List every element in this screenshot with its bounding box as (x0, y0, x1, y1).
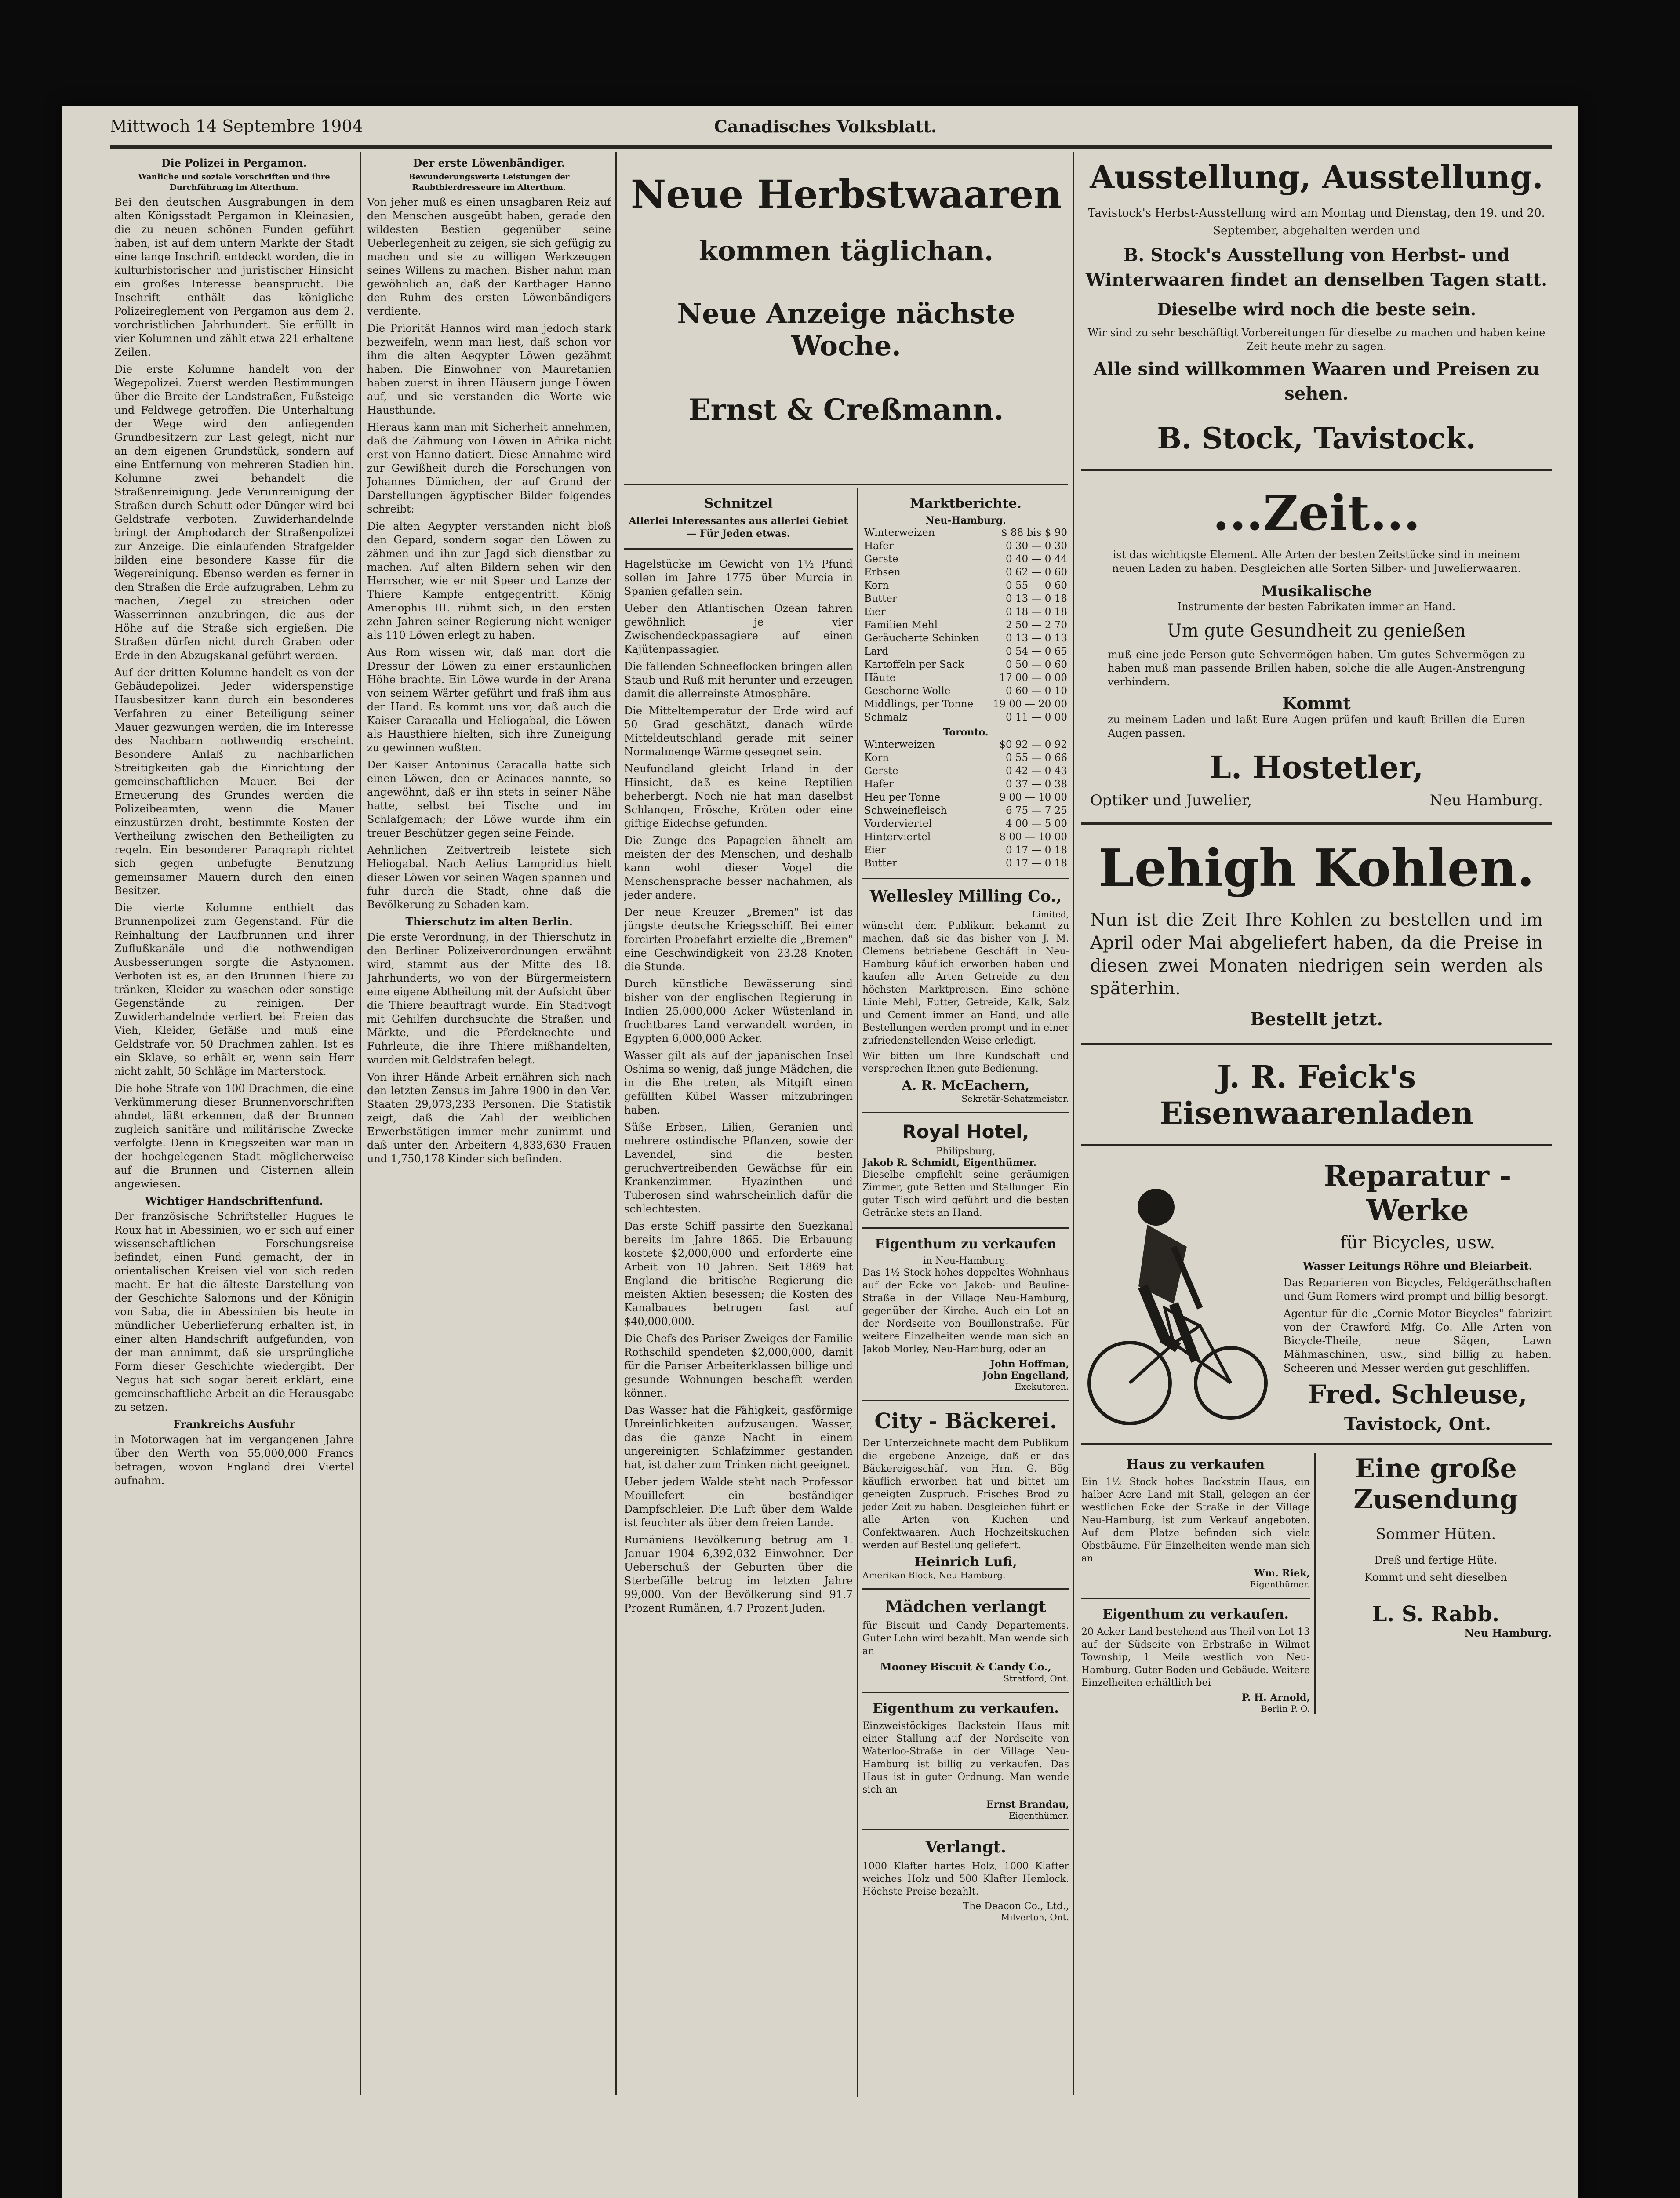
market-table (862, 526, 1069, 724)
market-item: Winterweizen (864, 527, 935, 539)
market-item: Eier (864, 844, 886, 856)
market-item: Vorderviertel (864, 818, 932, 830)
market-price: 0 40 — 0 44 (1005, 553, 1067, 565)
market-item: Gerste (864, 765, 898, 777)
market-price: $0 92 — 0 92 (999, 739, 1067, 750)
divider (1081, 1598, 1310, 1599)
market-price: 9 00 — 10 00 (999, 792, 1067, 803)
column-3 (624, 492, 853, 2092)
ad-body: Ein 1½ Stock hohes Backstein Haus, ein halber Acre Land mit Stall, gelegen an der westlichen Ecke der Straße in der Village Neu-Hamburg, ist zum Verkauf angeboten. Auf dem Platze befinden sich viele Obstbäume. Für Einzelheiten wende man sich an (1081, 1477, 1310, 1564)
market-row (862, 671, 1069, 684)
ad-subtitle: Sommer Hüten. (1375, 1525, 1496, 1543)
market-row (862, 764, 1069, 778)
article-paragraph: Der französische Schriftsteller Hugues le Roux hat in Abessinien, wo er sich auf einer wissenschaftlichen Forschungsreise befindet, einen Fund gemacht, der in orientalischen Kreisen viel von sich reden macht. Er hat die älteste Darstellung von der Geschichte Salomons und der Königin von Saba, die in Abessinien bis heute in mündlicher Ueberlieferung erhalten ist, in einer alten Handschrift aufgefunden, von der man annimmt, daß sie ursprüngliche Form dieser Geschichte wiedergibt. Der Negus hat sich sogar bereit erklärt, eine gemeinschaftliche Arbeit an die Herausgabe zu setzen. (114, 1210, 354, 1413)
market-row (862, 658, 1069, 671)
market-row (862, 857, 1069, 870)
ad-signature: L. Hostetler, (1209, 749, 1424, 786)
ad-headline: Lehigh Kohlen. (1098, 838, 1535, 898)
ad-body-bold: Um gute Gesundheit zu genießen (1167, 621, 1466, 641)
ad-signature-role: Milverton, Ont. (1000, 1912, 1069, 1922)
ad-signature-place: Neu Hamburg. (1429, 792, 1543, 809)
market-row (862, 645, 1069, 658)
market-price: 0 55 — 0 60 (1005, 580, 1067, 591)
ad-notice: Neue Anzeige nächste Woche. (677, 298, 1015, 362)
article-paragraph: Auf der dritten Kolumne handelt es von der Gebäudepolizei. Jeder widerspenstige Hausbesitzer kann durch ein besonderes Verfahren zu einer Beteiligung seiner Mauer gezwungen werden, die im Interesse des Nachbarn nothwendig erscheint. Besondere Anlaß zu nachbarlichen Streitigkeiten gab die Einrichtung der gemeinschaftlichen Mauer. Bei der Erneuerung des Grundes werden die Polizeibeamten, wenn die Mauer einzustürzen droht, bestimmte Kosten der Vertheilung zwischen den Betheiligten zu regeln. Ein besonderer Paragraph richtet sich gegen unbefugte Benutzung gemeinsamer Mauern durch den einen Besitzer. (114, 666, 354, 897)
market-row (862, 711, 1069, 724)
ad-headline: Ausstellung, Ausstellung. (1090, 158, 1543, 196)
market-price: 0 18 — 0 18 (1005, 606, 1067, 618)
column-5 (1081, 154, 1552, 2088)
market-price: 0 62 — 0 60 (1005, 567, 1067, 578)
ad-headline: Neue Herbstwaaren (630, 171, 1062, 217)
column-4 (862, 492, 1069, 2092)
ad-body: Kommt und seht dieselben (1364, 1571, 1507, 1583)
ad-body-bold: Bestellt jetzt. (1250, 1009, 1383, 1030)
snippet: Durch künstliche Bewässerung sind bisher von der englischen Regierung in Indien 25,000,000 Acker Wüstenland in fruchtbares Land verwandelt worden, in Egypten 6,000,000 Acker. (624, 978, 853, 1044)
market-table (862, 738, 1069, 870)
market-price: 19 00 — 20 00 (993, 699, 1067, 710)
market-item: Korn (864, 580, 889, 591)
article-paragraph: in Motorwagen hat im vergangenen Jahre über den Werth von 55,000,000 Francs betragen, wovon England drei Viertel aufnahm. (114, 1434, 354, 1487)
ad-title: Wellesley Milling Co., (869, 887, 1062, 906)
market-item: Eier (864, 606, 886, 618)
market-price: 0 13 — 0 18 (1005, 593, 1067, 604)
column-rule (857, 488, 858, 2097)
snippet: Neufundland gleicht Irland in der Hinsicht, daß es keine Reptilien beherbergt. Noch nie hat man daselbst Schlangen, Frösche, Kröten oder eine giftige Eidechse gefunden. (624, 763, 853, 830)
column-rule (615, 152, 617, 2095)
ad-body: ist das wichtigste Element. Alle Arten der besten Zeitstücke sind in meinem neuen Laden zu haben. Desgleichen alle Sorten Silber- und Juwelierwaaren. (1112, 549, 1521, 575)
ad-signature-place: Neu Hamburg. (1464, 1627, 1552, 1639)
article-title: Frankreichs Ausfuhr (173, 1418, 295, 1430)
market-row (862, 684, 1069, 698)
column-1 (114, 154, 354, 2088)
market-item: Geschorne Wolle (864, 685, 951, 697)
column-2 (367, 154, 611, 2088)
market-price: 0 55 — 0 66 (1005, 752, 1067, 764)
market-item: Lard (864, 646, 888, 657)
ad-body: Der Unterzeichnete macht dem Publikum die ergebene Anzeige, daß er das Bäckereigeschäft von Hrn. G. Bög käuflich erworben hat und bittet um geneigten Zuspruch. Frisches Brod zu jeder Zeit zu haben. Desgleichen führt er alle Arten von Kuchen und Confektwaaren. Auch Hochzeitskuchen werden auf Bestellung geliefert. (862, 1438, 1069, 1551)
snippet: Wasser gilt als auf der japanischen Insel Oshima so wenig, daß junge Mädchen, die in die Ehe treten, als Mitgift einen gefüllten Kübel Wasser mitzubringen haben. (624, 1049, 853, 1116)
market-price: 8 00 — 10 00 (999, 831, 1067, 843)
market-item: Middlings, per Tonne (864, 699, 974, 710)
ad-signature: B. Stock, Tavistock. (1157, 421, 1476, 455)
snippet: Hagelstücke im Gewicht von 1½ Pfund sollen im Jahre 1775 über Murcia in Spanien gefallen sein. (624, 558, 853, 597)
market-price: 2 50 — 2 70 (1005, 619, 1067, 631)
market-row (862, 539, 1069, 553)
ad-title: City - Bäckerei. (874, 1409, 1057, 1434)
market-price: 0 17 — 0 18 (1005, 844, 1067, 856)
ad-body: Wir sind zu sehr beschäftigt Vorbereitungen für dieselbe zu machen und haben keine Zeit heute mehr zu sagen. (1087, 327, 1545, 353)
ad-signature: P. H. Arnold, (1241, 1692, 1310, 1703)
ad-signature: Wm. Riek, (1254, 1568, 1310, 1579)
ad-title: Mädchen verlangt (885, 1598, 1046, 1616)
article-paragraph: Hieraus kann man mit Sicherheit annehmen, daß die Zähmung von Löwen in Afrika nicht erst von Hanno datiert. Diese Annahme wird zur Gewißheit durch die Forschungen von Johannes Dümichen, der auf Grund der Darstellungen ägyptischer Bilder folgendes schreibt: (367, 421, 611, 515)
article-paragraph: Aus Rom wissen wir, daß man dort die Dressur der Löwen zu einer erstaunlichen Höhe brachte. Ein Löwe wurde in der Arena von seinem Wärter geführt und fraß ihm aus der Hand. Es kommt uns vor, daß auch die Kaiser Caracalla und Heliogabal, die Löwen als Hausthiere hielten, sich ihre Zuneigung zu gewinnen wußten. (367, 646, 611, 754)
divider (862, 1112, 1069, 1113)
ad-title: Eigenthum zu verkaufen. (873, 1701, 1059, 1716)
market-price: 0 54 — 0 65 (1005, 646, 1067, 657)
bicycle-rider-icon (1086, 1159, 1270, 1431)
market-row (862, 566, 1069, 579)
market-row (862, 592, 1069, 605)
market-report-title: Marktberichte. (910, 496, 1022, 511)
article-title: Wichtiger Handschriftenfund. (145, 1194, 324, 1207)
ad-body-bold: Dieselbe wird noch die beste sein. (1157, 299, 1476, 319)
ad-body: Dreß und fertige Hüte. (1374, 1554, 1498, 1566)
market-price: 0 42 — 0 43 (1005, 765, 1067, 777)
market-location: Neu-Hamburg. (925, 515, 1006, 526)
ad-body: wünscht dem Publikum bekannt zu machen, daß sie das bisher von J. M. Clemens betriebene Geschäft in Neu-Hamburg käuflich erworben haben und kaufen alle Arten Getreide zu den höchsten Marktpreisen. Eine schöne Linie Mehl, Futter, Getreide, Kalk, Salz und Cement immer an Hand, und alle Bestellungen werden prompt und in einer zufriedenstellenden Weise erledigt. (862, 921, 1069, 1046)
market-price: 6 75 — 7 25 (1005, 805, 1067, 816)
market-price: 4 00 — 5 00 (1005, 818, 1067, 830)
ad-title: Verlangt. (925, 1838, 1006, 1856)
divider (862, 1829, 1069, 1830)
ad-body: Das 1½ Stock hohes doppeltes Wohnhaus auf der Ecke von Jakob- und Bauline-Straße in der Village Neu-Hamburg, gegenüber der Kirche. Auch ein Lot an der Nordseite von Bouillonstraße. Für weitere Einzelheiten wende man sich an Jakob Morley, Neu-Hamburg, oder an (862, 1267, 1069, 1355)
ad-body: 20 Acker Land bestehend aus Theil von Lot 13 auf der Südseite von Erbstraße in Wilmot Township, 1 Meile westlich von Neu-Hamburg. Guter Boden und Gebäude. Weitere Einzelheiten erhältlich bei (1081, 1627, 1310, 1689)
ad-signature: Mooney Biscuit & Candy Co., (880, 1660, 1051, 1673)
market-price: 17 00 — 0 00 (999, 672, 1067, 684)
divider (624, 548, 853, 550)
market-item: Geräucherte Schinken (864, 633, 979, 644)
bicycle-illustration (1081, 1159, 1275, 1434)
ad-signature: Heinrich Lufi, (914, 1554, 1017, 1570)
header-date: Mittwoch 14 Septembre 1904 (110, 116, 363, 136)
snippet: Die fallenden Schneeflocken bringen allen Staub und Ruß mit herunter und erzeugen damit die allerreinste Atmosphäre. (624, 660, 853, 700)
divider (862, 1227, 1069, 1229)
market-row (862, 778, 1069, 791)
ad-signature-place: Tavistock, Ont. (1344, 1414, 1491, 1434)
divider (862, 1588, 1069, 1590)
ad-title: Eigenthum zu verkaufen. (1102, 1607, 1289, 1622)
ad-body: Das Reparieren von Bicycles, Feldgeräthschaften und Gum Romers wird prompt und billig besorgt. (1284, 1277, 1552, 1303)
ad-subtitle: für Bicycles, usw. (1340, 1233, 1495, 1253)
snippet: Die Zunge des Papageien ähnelt am meisten der des Menschen, und deshalb kann wohl dieser Vogel die Menschensprache besser nachahmen, als jeder andere. (624, 834, 853, 901)
ad-signature-role: Amerikan Block, Neu-Hamburg. (862, 1570, 1006, 1580)
snippet: Ueber den Atlantischen Ozean fahren gewöhnlich je vier Zwischendeckpassagiere auf einen Kajütenpassagier. (624, 602, 853, 655)
market-item: Schweinefleisch (864, 805, 947, 816)
market-price: 0 11 — 0 00 (1005, 712, 1067, 723)
ad-body: für Biscuit und Candy Departements. Guter Lohn wird bezahlt. Man wende sich an (862, 1620, 1069, 1657)
market-item: Hafer (864, 779, 894, 790)
article-paragraph: Von ihrer Hände Arbeit ernähren sich nach den letzten Zensus im Jahre 1900 in den Ver. Staaten 29,073,233 Personen. Die Statistik zeigt, daß die Zahl der weiblichen Erwerbstätigen immer mehr zunimmt und daß unter den Arbeitern 4,833,630 Frauen und 1,750,178 Kinder sich befinden. (367, 1071, 611, 1165)
herbstwaaren-ad (624, 163, 1068, 479)
market-price: $ 88 bis $ 90 (1001, 527, 1067, 539)
ad-signature: John Hoffman, (990, 1358, 1069, 1370)
ad-body-bold: Musikalische (1261, 582, 1372, 600)
snippet: Rumäniens Bevölkerung betrug am 1. Januar 1904 6,392,032 Einwohner. Der Ueberschuß der Geburten über die Sterbefälle betrug im letzten Jahre 99,000. Von der Bevölkerung sind 91.7 Prozent Rumänen, 4.7 Prozent Juden. (624, 1534, 853, 1614)
article-paragraph: Die Priorität Hannos wird man jedoch stark bezweifeln, wenn man liest, daß schon vor ihm die alten Aegypter Löwen gezähmt haben. Die Einwohner von Mauretanien haben zuerst in ihren Häusern junge Löwen auf, und sie verstanden die Worte wie Hausthunde. (367, 322, 611, 416)
snippet: Das Wasser hat die Fähigkeit, gasförmige Unreinlichkeiten aufzusaugen. Wasser, das die ganze Nacht in einem ungereinigten Schlafzimmer gestanden hat, ist daher zum Trinken nicht geeignet. (624, 1404, 853, 1471)
market-row (862, 605, 1069, 619)
market-price: 0 37 — 0 38 (1005, 779, 1067, 790)
ad-signature: Fred. Schleuse, (1308, 1379, 1527, 1409)
snippet: Süße Erbsen, Lilien, Geranien und mehrere ostindische Pflanzen, sowie der Lavendel, sind die besten geruchvertreibenden Gewächse für ein Krankenzimmer. Hyazinthen und Tuberosen sind wahrscheinlich dafür die schlechtesten. (624, 1121, 853, 1215)
market-price: 0 17 — 0 18 (1005, 858, 1067, 869)
ad-title: Haus zu verkaufen (1126, 1457, 1265, 1472)
market-row (862, 738, 1069, 751)
page-header (110, 116, 1552, 143)
snippet: Der neue Kreuzer „Bremen" ist das jüngste deutsche Kriegsschiff. Bei einer forcirten Probefahrt erzielte die „Bremen" eine Geschwindigkeit von 23.28 Knoten die Stunde. (624, 906, 853, 973)
market-item: Erbsen (864, 567, 901, 578)
column-rule (1073, 152, 1074, 2095)
market-price: 0 60 — 0 10 (1005, 685, 1067, 697)
article-title: Die Polizei in Pergamon. (161, 156, 307, 169)
section-title: Schnitzel (704, 496, 773, 511)
article-subtitle: Wanliche und soziale Vorschriften und ihre Durchführung im Alterthum. (138, 172, 330, 192)
market-item: Häute (864, 672, 896, 684)
market-item: Korn (864, 752, 889, 764)
ad-headline: ...Zeit... (1212, 484, 1421, 541)
ad-signature-role: Optiker und Juwelier, (1090, 792, 1252, 809)
divider (862, 878, 1069, 879)
ad-signature-role: Berlin P. O. (1261, 1703, 1310, 1714)
divider (1081, 822, 1552, 825)
article-subtitle: Bewunderungswerte Leistungen der Raubthierdresseure im Alterthum. (408, 172, 570, 192)
ad-title: Eigenthum zu verkaufen (875, 1237, 1057, 1252)
ad-body: zu meinem Laden und laßt Eure Augen prüfen und kauft Brillen die Euren Augen passen. (1108, 713, 1525, 739)
article-paragraph: Die alten Aegypter verstanden nicht bloß den Gepard, sondern sogar den Löwen zu zähmen und ihn zur Jagd sich dienstbar zu machen. Auf alten Bildern sehen wir den Herrscher, wie er mit Speer und Lanze der Thiere Kampfe entgegentritt. König Amenophis III. rühmt sich, in den ersten zehn Jahren seiner Regierung nicht weniger als 110 Löwen erlegt zu haben. (367, 520, 611, 641)
ad-subtitle: Philipsburg, (936, 1146, 996, 1157)
market-item: Familien Mehl (864, 619, 938, 631)
market-price: 0 13 — 0 13 (1005, 633, 1067, 644)
market-row (862, 619, 1069, 632)
ad-body: 1000 Klafter hartes Holz, 1000 Klafter weiches Holz und 500 Klafter Hemlock. Höchste Preise bezahlt. (862, 1861, 1069, 1897)
ad-body-bold: Alle sind willkommen Waaren und Preisen zu sehen. (1093, 359, 1540, 404)
article-title: Der erste Löwenbändiger. (413, 156, 565, 169)
market-item: Butter (864, 858, 897, 869)
ad-owner: Jakob R. Schmidt, Eigenthümer. (862, 1157, 1037, 1168)
ad-subline: kommen täglichan. (698, 235, 994, 267)
article-paragraph: Der Kaiser Antoninus Caracalla hatte sich einen Löwen, den er Acinaces nannte, so angewöhnt, daß er ihn stets in seiner Nähe hatte, selbst bei Tische und im Schlafgemach; der Löwe wurde ihm ein treuer Beschützer gegen seine Feinde. (367, 759, 611, 839)
market-item: Hafer (864, 540, 894, 552)
market-item: Gerste (864, 553, 898, 565)
header-rule (110, 145, 1552, 149)
market-price: 0 50 — 0 60 (1005, 659, 1067, 670)
ad-body-bold: B. Stock's Ausstellung von Herbst- und Winterwaaren findet an denselben Tagen statt. (1085, 245, 1548, 290)
ad-headline: Eine große (1355, 1453, 1517, 1484)
ad-signature-role: Eigenthümer. (1250, 1579, 1310, 1590)
market-row (862, 791, 1069, 804)
market-row (862, 698, 1069, 711)
ad-body: Tavistock's Herbst-Ausstellung wird am Montag und Dienstag, den 19. und 20. September, abgehalten werden und (1088, 207, 1545, 237)
market-row (862, 804, 1069, 817)
market-row (862, 751, 1069, 764)
article-paragraph: Bei den deutschen Ausgrabungen in dem alten Königsstadt Pergamon in Kleinasien, die zu neuen schönen Funden geführt haben, ist auf dem untern Markte der Stadt eine lange Inschrift entdeckt worden, die in kulturhistorischer und juristischer Hinsicht ein großes Interesse beansprucht. Die Inschrift enthält das königliche Polizeireglement von Pergamon aus dem 2. vorchristlichen Jahrhundert. Sie erfüllt in vier Kolumnen und zählt etwa 221 erhaltene Zeilen. (114, 196, 354, 358)
article-paragraph: Aehnlichen Zeitvertreib leistete sich Heliogabal. Nach Aelius Lampridius hielt dieser Löwen vor seinen Wagen spannen und fuhr durch die Stadt, ohne daß die Bevölkerung zu Schaden kam. (367, 844, 611, 911)
ad-headline: Zusendung (1353, 1484, 1518, 1515)
ad-signature-role: Stratford, Ont. (1003, 1673, 1069, 1684)
ad-signature-role: Sekretär-Schatzmeister. (961, 1093, 1069, 1104)
market-item: Hinterviertel (864, 831, 931, 843)
ad-signature: John Engelland, (982, 1370, 1069, 1381)
ad-signature-role: Exekutoren. (1015, 1381, 1069, 1392)
ad-body: Wasser Leitungs Röhre und Bleiarbeit. (1303, 1259, 1532, 1272)
ad-headline: J. R. Feick's Eisenwaarenladen (1159, 1059, 1474, 1132)
market-row (862, 817, 1069, 830)
ad-title: Royal Hotel, (902, 1121, 1029, 1143)
market-item: Heu per Tonne (864, 792, 941, 803)
market-row (862, 553, 1069, 566)
market-item: Schmalz (864, 712, 908, 723)
market-location: Toronto. (943, 727, 989, 738)
market-price: 0 30 — 0 30 (1005, 540, 1067, 552)
ad-subtitle: Limited, (1032, 909, 1069, 920)
divider (1081, 1144, 1552, 1146)
snippet: Das erste Schiff passirte den Suezkanal bereits im Jahre 1865. Die Erbauung kostete $2,000,000 und erforderte eine Arbeit von 10 Jahren. Seit 1869 hat England die britische Regierung die meisten Aktien besessen; die Kosten des Kanalbaues betrugen fast auf $40,000,000. (624, 1220, 853, 1328)
ad-signature: L. S. Rabb. (1372, 1602, 1500, 1627)
article-paragraph: Die vierte Kolumne enthielt das Brunnenpolizei zum Gegenstand. Für die Reinhaltung der Laufbrunnen und ihrer Zuflußkanäle und die nothwendigen Ausbesserungen sorgte die Astynomen. Verboten ist es, an den Brunnen Thiere zu tränken, Kleider zu waschen oder sonstige Gegenstände zu reinigen. Der Zuwiderhandelnde verliert bei Freien das Vieh, Kleider, Gefäße und muß eine Geldstrafe von 50 Drachmen zahlen. Ist es ein Sklave, so erhält er, wenn sein Herr nicht zahlt, 50 Schläge im Marterstock. (114, 902, 354, 1077)
ad-body: muß eine jede Person gute Sehvermögen haben. Um gutes Sehvermögen zu haben muß man passende Brillen haben, solche die alle Augen-Anstrengung verhindern. (1108, 648, 1525, 688)
article-paragraph: Von jeher muß es einen unsagbaren Reiz auf den Menschen ausgeübt haben, gerade den wildesten Bestien gegenüber seine Ueberlegenheit zu zeigen, sie sich gefügig zu machen und sie zu willigen Werkzeugen seines Willens zu machen. Bisher nahm man gewöhnlich an, daß der Karthager Hanno den Ruhm des ersten Löwenbändigers verdiente. (367, 196, 611, 317)
article-paragraph: Die hohe Strafe von 100 Drachmen, die eine Verkümmerung dieser Brunnenvorschriften ahndet, läßt erkennen, daß der Brunnen zugleich sanitäre und militärische Zwecke verfolgte. Denn in Kriegszeiten war man in der hochgelegenen Stadt möglicherweise auf die Brunnen und Cisternen allein angewiesen. (114, 1082, 354, 1190)
ad-headline: Reparatur - Werke (1324, 1159, 1512, 1227)
ad-signature-role: Eigenthümer. (1009, 1810, 1069, 1821)
divider (1081, 1443, 1552, 1445)
market-row (862, 526, 1069, 539)
market-row (862, 830, 1069, 844)
market-item: Winterweizen (864, 739, 935, 750)
snippet: Ueber jedem Walde steht nach Professor Mouillefert ein beständiger Dampfschleier. Die Luft über dem Walde ist feuchter als über dem freien Lande. (624, 1476, 853, 1529)
article-paragraph: Die erste Kolumne handelt von der Wegepolizei. Zuerst werden Bestimmungen über die Breite der Landstraßen, Fußsteige und Feldwege getroffen. Die Unterhaltung der Wege wird den anliegenden Grundbesitzern zur Last gelegt, nicht nur an dem eigenen Grundstück, sondern auf eine Entfernung von mehreren Stadien hin. Kolumne zwei behandelt die Straßenreinigung. Jede Verunreinigung der Straßen durch Schutt oder Dünger wird bei Geldstrafe verboten. Zuwiderhandelnde bringt der Amphodarch der Straßenpolizei zur Anzeige. Die einlaufenden Strafgelder bilden eine besondere Kasse für die Wegereinigung. Ebenso werden es ferner in den Straßen die Erde aufzugraben, Lehm zu machen, Ziegel zu streichen oder Wasserrinnen anzubringen, die aus der Höhe auf die Straße sich ergießen. Die Straßen dürfen nicht durch Graben oder Erde in den Abzugskanal geführt werden. (114, 363, 354, 662)
article-paragraph: Die erste Verordnung, in der Thierschutz in den Berliner Polizeiverordnungen erwähnt wird, stammt aus der Mitte des 18. Jahrhunderts, wo von der Bürgermeistern eine eigene Abtheilung mit der Aufsicht über die Thiere beauftragt wurde. Ein Stadtvogt mit Gehilfen durchsuchte die Straßen und Märkte, und die Pferdeknechte und Fuhrleute, die ihre Thiere mißhandelten, wurden mit Geldstrafen belegt. (367, 931, 611, 1066)
ad-body: Agentur für die „Cornie Motor Bicycles" fabrizirt von der Crawford Mfg. Co. Alle Arten von Bicycle-Theile, neue Sägen, Lawn Mähmaschinen, usw., sind billig zu haben. Scheeren und Messer werden gut geschliffen. (1284, 1307, 1552, 1374)
market-row (862, 632, 1069, 645)
ad-body: Nun ist die Zeit Ihre Kohlen zu bestellen und im April oder Mai abgeliefert haben, da die Preise in diesen zwei Monaten niedrigen sein werden als späterhin. (1090, 910, 1543, 999)
ad-body: Instrumente der besten Fabrikaten immer an Hand. (1177, 600, 1456, 613)
divider (1081, 469, 1552, 471)
market-row (862, 844, 1069, 857)
ad-signature: Ernst Brandau, (986, 1799, 1069, 1810)
market-row (862, 579, 1069, 592)
section-subtitle: Allerlei Interessantes aus allerlei Gebiet — Für Jeden etwas. (629, 515, 848, 539)
article-title: Thierschutz im alten Berlin. (405, 915, 573, 928)
ad-body: Einzweistöckiges Backstein Haus mit einer Stallung auf der Nordseite von Waterloo-Straße in der Village Neu-Hamburg ist billig zu verkaufen. Das Haus ist in guter Ordnung. Man wende sich an (862, 1721, 1069, 1795)
divider (862, 1400, 1069, 1401)
divider (1081, 1043, 1552, 1045)
divider (862, 1692, 1069, 1693)
ad-signature: A. R. McEachern, (902, 1078, 1030, 1093)
market-item: Kartoffeln per Sack (864, 659, 964, 670)
ad-advertiser: Ernst & Creßmann. (688, 393, 1004, 427)
header-paper-name: Canadisches Volksblatt. (714, 116, 937, 136)
ad-rule (624, 484, 1068, 485)
snippet: Die Chefs des Pariser Zweiges der Familie Rothschild spendeten $2,000,000, damit für die Pariser Arbeiterklassen billige und gesunde Wohnungen beschafft werden können. (624, 1332, 853, 1399)
market-item: Butter (864, 593, 897, 604)
ad-body-bold: Kommt (1282, 693, 1351, 713)
ad-signature: The Deacon Co., Ltd., (963, 1901, 1069, 1912)
column-rule (360, 152, 361, 2095)
ad-body: Wir bitten um Ihre Kundschaft und versprechen Ihnen gute Bedienung. (862, 1051, 1069, 1074)
ad-body: Dieselbe empfiehlt seine geräumigen Zimmer, gute Betten und Stallungen. Ein guter Tisch wird geführt und die besten Getränke stets an Hand. (862, 1169, 1069, 1219)
ad-subtitle: in Neu-Hamburg. (923, 1255, 1009, 1266)
snippet: Die Mitteltemperatur der Erde wird auf 50 Grad geschätzt, danach würde Mitteldeutschland gerade mit seiner Normalmenge Wärme gesegnet sein. (624, 705, 853, 758)
